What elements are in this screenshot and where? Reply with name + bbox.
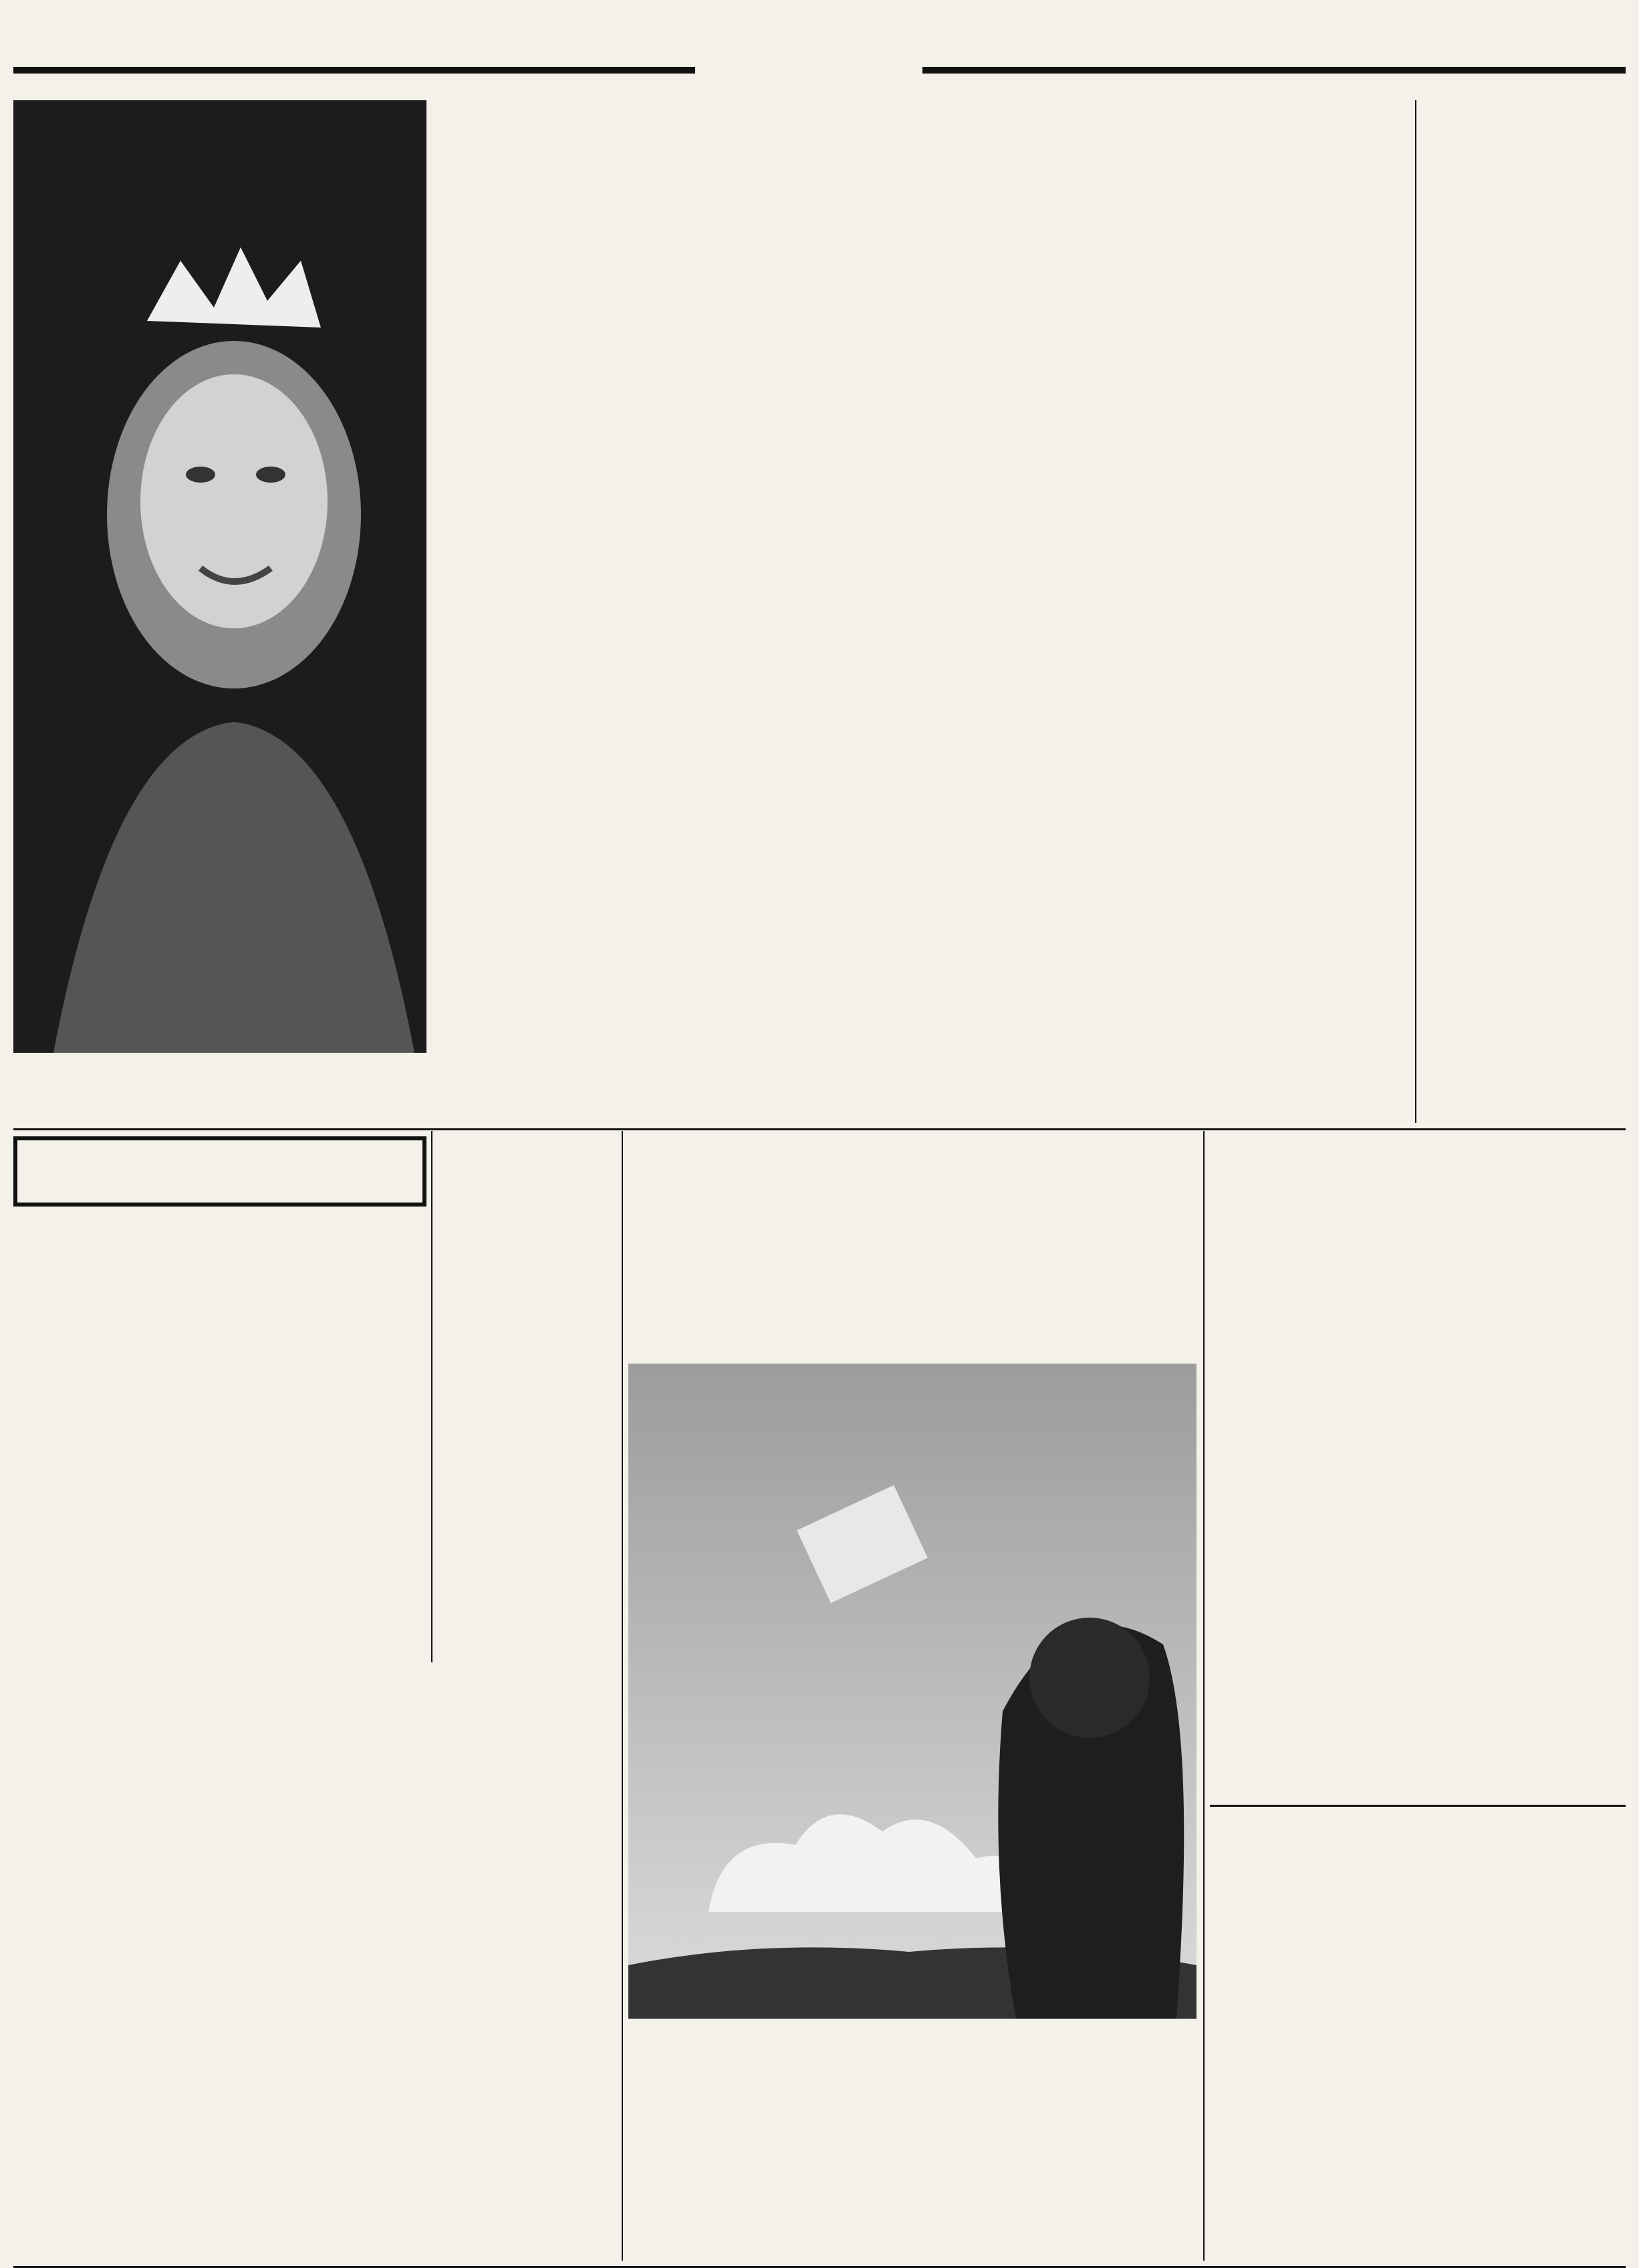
rule-rwanda-top <box>1210 1805 1626 1807</box>
masthead-rule-left <box>13 67 695 74</box>
biophysicist-col-1 <box>1210 1210 1410 1798</box>
briefly-list <box>13 1220 426 2249</box>
rwanda-col-1 <box>1210 1905 1410 2259</box>
di-book-body <box>436 1664 616 2259</box>
rwanda-col-2 <box>1424 1905 1626 2012</box>
rule-top-section <box>13 1128 1626 1130</box>
cosmonauts-body <box>1424 2132 1626 2259</box>
biophysicist-col-2 <box>1424 1210 1626 1798</box>
diana-photo-caption <box>628 2025 1196 2102</box>
masthead-rule-right <box>922 67 1626 74</box>
rule-briefly-right <box>431 1131 432 1662</box>
rule-charles-right <box>1203 1131 1205 2261</box>
skywriting-scene-icon <box>628 1364 1196 2019</box>
rule-wealth-right <box>622 1131 623 2261</box>
wealth-body <box>436 1263 616 1591</box>
lead-col-1 <box>434 224 623 1123</box>
miss-america-caption <box>13 1057 426 1122</box>
miss-america-portrait-icon <box>13 100 426 1053</box>
lead-col-4 <box>1024 224 1213 1123</box>
diana-memorial-photo <box>628 1364 1196 2019</box>
lead-headline-wrap <box>434 137 1408 221</box>
miss-america-photo <box>13 100 426 1053</box>
lead-col-2 <box>631 224 820 1123</box>
emmy-body <box>1422 206 1626 1123</box>
masthead <box>0 0 1639 100</box>
lead-col-3 <box>828 224 1016 1123</box>
briefly-title-box <box>13 1136 426 1207</box>
lead-col-5 <box>1221 224 1408 1123</box>
rule-emmy-left <box>1415 100 1416 1123</box>
